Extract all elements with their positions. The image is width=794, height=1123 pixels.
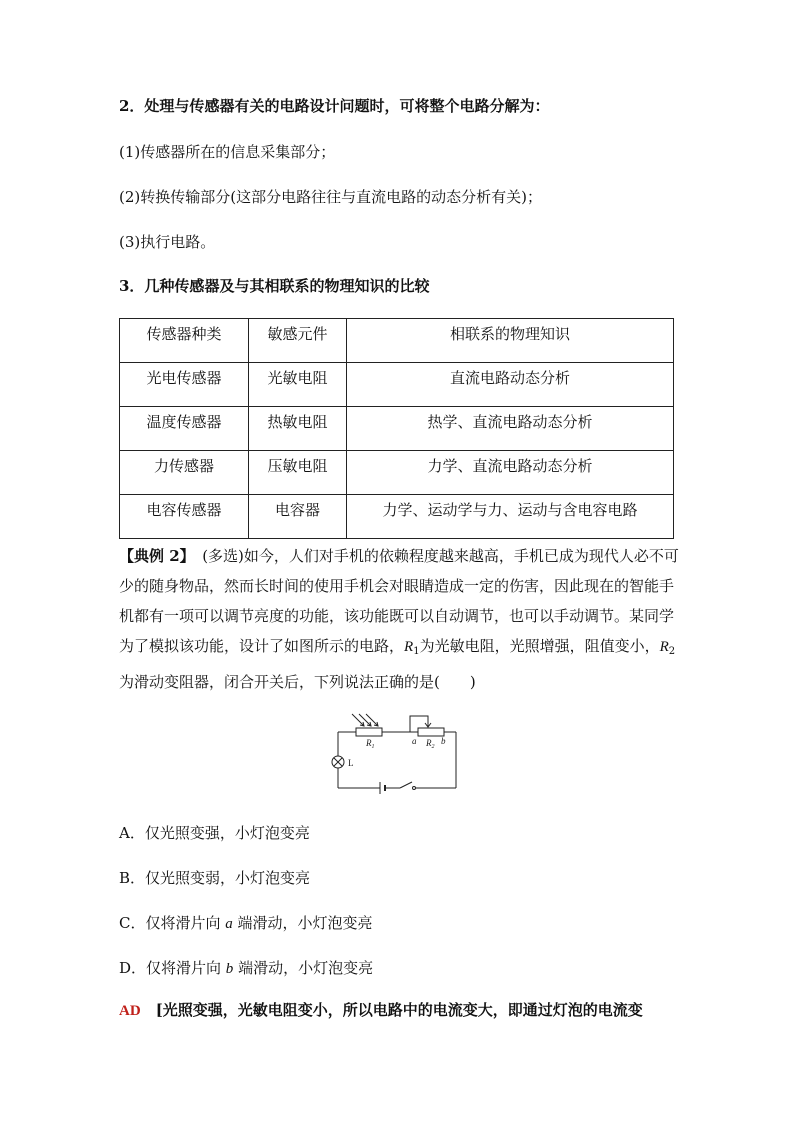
table-header-cell: 传感器种类 <box>120 319 249 363</box>
table-cell: 力传感器 <box>120 451 249 495</box>
r2-label: $R_2$ <box>426 738 435 750</box>
end-a-label: a <box>412 736 417 746</box>
r1-subscript: 1 <box>413 646 420 657</box>
table-cell: 力学、运动学与力、运动与含电容电路 <box>347 495 674 539</box>
answer-letters: AD <box>119 1003 141 1019</box>
example-tag: (多选) <box>202 547 244 565</box>
table-header-cell: 相联系的物理知识 <box>347 319 674 363</box>
table-row <box>120 363 674 407</box>
option-a: A．仅光照变强，小灯泡变亮 <box>119 824 310 842</box>
table-row <box>120 495 674 539</box>
r2-symbol: R <box>659 639 669 655</box>
r1-label: $R_1$ <box>366 738 375 750</box>
circuit-diagram <box>330 712 465 804</box>
table-cell: 电容传感器 <box>120 495 249 539</box>
point2-item-1: (1)传感器所在的信息采集部分； <box>119 143 336 161</box>
sensor-comparison-table <box>119 318 674 539</box>
example-paragraph <box>119 541 679 697</box>
example-text-3: 为滑动变阻器，闭合开关后，下列说法正确的是( ) <box>119 673 476 691</box>
r1-resistor-icon <box>356 728 382 736</box>
lamp-label: L <box>348 758 354 768</box>
example-text-1: 如今，人们对手机的依赖程度越来越高，手机已成为现代人必不可少的随身物品，然而长时间的使用手机会对眼睛造成一定的伤害，因此现在的智能手机都有一项可以调节亮度的功能，该功能既可以自动调节，也可以手动调节。某同学为了模拟该功能，设计了如图所示的电路， <box>119 547 679 655</box>
point2-item-2: (2)转换传输部分(这部分电路往往与直流电路的动态分析有关)； <box>119 188 542 206</box>
table-cell: 直流电路动态分析 <box>347 363 674 407</box>
switch-icon <box>400 782 412 788</box>
example-label: 【典例 2】 <box>119 547 188 565</box>
end-b-label: b <box>441 736 446 746</box>
option-d: D．仅将滑片向 b 端滑动，小灯泡变亮 <box>119 959 374 977</box>
point3-heading: 3．几种传感器及与其相联系的物理知识的比较 <box>119 277 430 295</box>
table-cell: 力学、直流电路动态分析 <box>347 451 674 495</box>
example-text-2: 为光敏电阻，光照增强，阻值变小， <box>419 637 660 655</box>
r2-subscript: 2 <box>668 646 676 657</box>
table-cell: 光敏电阻 <box>249 363 347 407</box>
table-header-cell: 敏感元件 <box>249 319 347 363</box>
light-arrows-icon <box>352 714 378 726</box>
table-cell: 压敏电阻 <box>249 451 347 495</box>
table-cell: 热敏电阻 <box>249 407 347 451</box>
table-header-row <box>120 319 674 363</box>
point2-heading: 2．处理与传感器有关的电路设计问题时，可将整个电路分解为： <box>119 97 550 115</box>
r1-symbol: R <box>404 639 414 655</box>
answer-line <box>119 1000 643 1021</box>
table-cell: 温度传感器 <box>120 407 249 451</box>
table-cell: 电容器 <box>249 495 347 539</box>
table-row <box>120 451 674 495</box>
r2-rheostat-icon <box>418 728 444 736</box>
option-b: B．仅光照变弱，小灯泡变亮 <box>119 869 311 887</box>
table-cell: 热学、直流电路动态分析 <box>347 407 674 451</box>
answer-explanation: [光照变强，光敏电阻变小，所以电路中的电流变大，即通过灯泡的电流变 <box>155 1001 643 1019</box>
table-cell: 光电传感器 <box>120 363 249 407</box>
table-row <box>120 407 674 451</box>
option-c: C．仅将滑片向 a 端滑动，小灯泡变亮 <box>119 914 373 932</box>
point2-item-3: (3)执行电路。 <box>119 233 216 251</box>
